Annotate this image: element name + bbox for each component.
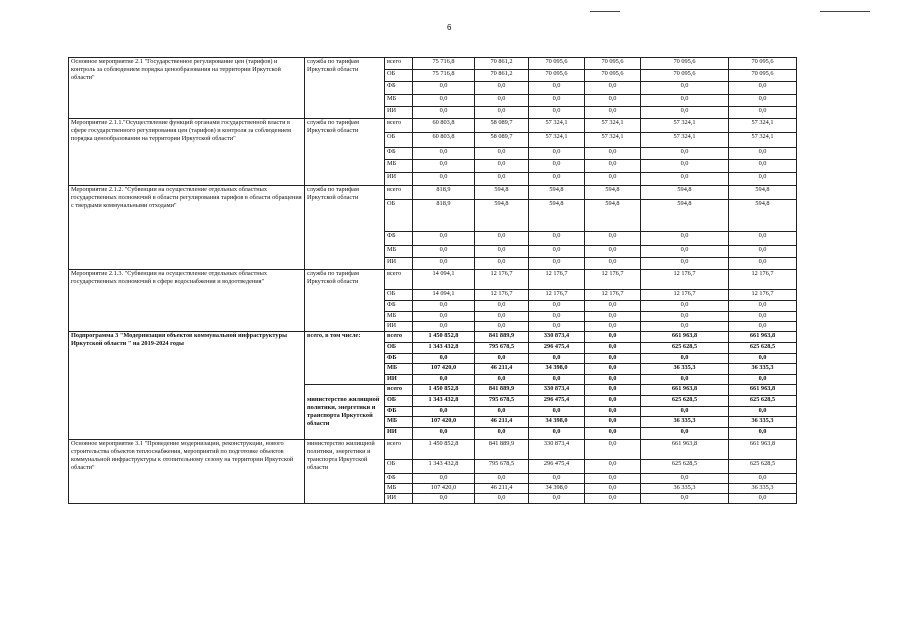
amount-cell: 296 475,4 xyxy=(529,460,585,474)
amount-cell: 0,0 xyxy=(585,343,641,354)
funding-source: ФБ xyxy=(385,82,413,95)
amount-cell: 70 095,6 xyxy=(641,58,729,70)
amount-cell: 0,0 xyxy=(585,375,641,385)
amount-cell: 0,0 xyxy=(529,354,585,364)
funding-source: МБ xyxy=(385,484,413,494)
amount-cell: 0,0 xyxy=(413,148,475,160)
amount-cell: 57 324,1 xyxy=(529,133,585,148)
amount-cell: 60 803,8 xyxy=(413,133,475,148)
amount-cell: 57 324,1 xyxy=(529,119,585,133)
page-number: 6 xyxy=(447,23,452,32)
amount-cell: 70 095,6 xyxy=(529,58,585,70)
amount-cell: 0,0 xyxy=(641,301,729,312)
amount-cell: 0,0 xyxy=(475,82,529,95)
amount-cell: 0,0 xyxy=(585,417,641,428)
responsible-executor: служба по тарифам Иркутской области xyxy=(305,58,385,119)
amount-cell: 0,0 xyxy=(413,246,475,258)
amount-cell: 1 343 432,8 xyxy=(413,460,475,474)
amount-cell: 36 335,3 xyxy=(729,417,797,428)
amount-cell: 625 628,5 xyxy=(729,343,797,354)
amount-cell: 625 628,5 xyxy=(729,460,797,474)
amount-cell: 0,0 xyxy=(475,148,529,160)
amount-cell: 0,0 xyxy=(529,494,585,504)
amount-cell: 107 420,0 xyxy=(413,364,475,375)
responsible-executor: служба по тарифам Иркутской области xyxy=(305,119,385,186)
amount-cell: 0,0 xyxy=(585,440,641,460)
amount-cell: 0,0 xyxy=(641,82,729,95)
amount-cell: 0,0 xyxy=(585,364,641,375)
amount-cell: 594,8 xyxy=(585,186,641,200)
amount-cell: 0,0 xyxy=(729,173,797,186)
amount-cell: 0,0 xyxy=(529,375,585,385)
amount-cell: 0,0 xyxy=(585,354,641,364)
amount-cell: 594,8 xyxy=(529,200,585,232)
amount-cell: 0,0 xyxy=(529,312,585,322)
amount-cell: 0,0 xyxy=(585,148,641,160)
amount-cell: 818,9 xyxy=(413,200,475,232)
amount-cell: 0,0 xyxy=(641,407,729,417)
amount-cell: 12 176,7 xyxy=(585,290,641,301)
funding-source: всего xyxy=(385,119,413,133)
amount-cell: 0,0 xyxy=(585,428,641,440)
amount-cell: 661 963,8 xyxy=(729,385,797,396)
amount-cell: 0,0 xyxy=(585,332,641,343)
amount-cell: 594,8 xyxy=(529,186,585,200)
amount-cell: 70 095,6 xyxy=(529,70,585,82)
amount-cell: 594,8 xyxy=(729,186,797,200)
amount-cell: 0,0 xyxy=(729,301,797,312)
amount-cell: 594,8 xyxy=(641,200,729,232)
funding-source: ФБ xyxy=(385,474,413,484)
amount-cell: 36 335,3 xyxy=(641,484,729,494)
table-row xyxy=(69,58,797,70)
amount-cell: 0,0 xyxy=(729,354,797,364)
amount-cell: 0,0 xyxy=(475,354,529,364)
amount-cell: 0,0 xyxy=(585,312,641,322)
responsible-executor: всего, в том числе: xyxy=(305,332,385,385)
amount-cell: 818,9 xyxy=(413,186,475,200)
amount-cell: 0,0 xyxy=(641,428,729,440)
amount-cell: 0,0 xyxy=(641,474,729,484)
amount-cell: 594,8 xyxy=(729,200,797,232)
amount-cell: 0,0 xyxy=(529,148,585,160)
amount-cell: 0,0 xyxy=(529,428,585,440)
amount-cell: 0,0 xyxy=(641,173,729,186)
amount-cell: 58 089,7 xyxy=(475,133,529,148)
amount-cell: 661 963,8 xyxy=(641,332,729,343)
amount-cell: 0,0 xyxy=(413,301,475,312)
amount-cell: 75 716,8 xyxy=(413,70,475,82)
table-row xyxy=(69,270,797,290)
amount-cell: 0,0 xyxy=(475,107,529,119)
amount-cell: 12 176,7 xyxy=(475,290,529,301)
program-name: Подпрограмма 3 "Модернизация объектов коммунальной инфраструктуры Иркутской области " на 2019-2024 годы xyxy=(69,332,305,440)
amount-cell: 12 176,7 xyxy=(641,270,729,290)
funding-source: ФБ xyxy=(385,354,413,364)
amount-cell: 70 095,6 xyxy=(585,70,641,82)
amount-cell: 0,0 xyxy=(729,407,797,417)
amount-cell: 795 678,5 xyxy=(475,460,529,474)
amount-cell: 0,0 xyxy=(529,301,585,312)
amount-cell: 0,0 xyxy=(413,407,475,417)
program-name: Основное мероприятие 3.1 "Проведение модернизации, реконструкции, нового строительства объектов теплоснабжения, мероприятий по подготовке объектов коммунальной инфраструктуры к отопительному сезону на территории Иркутской области" xyxy=(69,440,305,504)
amount-cell: 0,0 xyxy=(729,148,797,160)
amount-cell: 46 211,4 xyxy=(475,417,529,428)
program-name: Мероприятие 2.1.2. "Субвенции на осуществление отдельных областных государственных полномочий в области регулирования тарифов в области обращения с твердыми коммунальными отходами" xyxy=(69,186,305,270)
amount-cell: 0,0 xyxy=(585,460,641,474)
amount-cell: 625 628,5 xyxy=(641,396,729,407)
amount-cell: 0,0 xyxy=(529,160,585,173)
funding-source: всего xyxy=(385,332,413,343)
amount-cell: 0,0 xyxy=(585,407,641,417)
amount-cell: 0,0 xyxy=(413,107,475,119)
amount-cell: 12 176,7 xyxy=(729,290,797,301)
amount-cell: 0,0 xyxy=(413,160,475,173)
amount-cell: 594,8 xyxy=(475,200,529,232)
amount-cell: 0,0 xyxy=(729,95,797,107)
amount-cell: 0,0 xyxy=(641,312,729,322)
amount-cell: 0,0 xyxy=(641,375,729,385)
amount-cell: 0,0 xyxy=(585,258,641,270)
amount-cell: 0,0 xyxy=(475,246,529,258)
table-row xyxy=(69,119,797,133)
amount-cell: 0,0 xyxy=(585,322,641,332)
amount-cell: 12 176,7 xyxy=(529,290,585,301)
amount-cell: 0,0 xyxy=(585,95,641,107)
amount-cell: 841 889,9 xyxy=(475,440,529,460)
funding-source: МБ xyxy=(385,160,413,173)
amount-cell: 330 873,4 xyxy=(529,385,585,396)
funding-source: ОБ xyxy=(385,460,413,474)
amount-cell: 594,8 xyxy=(585,200,641,232)
table-body xyxy=(69,58,797,504)
amount-cell: 0,0 xyxy=(413,312,475,322)
amount-cell: 0,0 xyxy=(729,258,797,270)
amount-cell: 0,0 xyxy=(729,375,797,385)
amount-cell: 0,0 xyxy=(585,82,641,95)
funding-source: всего xyxy=(385,58,413,70)
amount-cell: 0,0 xyxy=(413,354,475,364)
funding-source: ФБ xyxy=(385,407,413,417)
amount-cell: 58 089,7 xyxy=(475,119,529,133)
amount-cell: 841 889,9 xyxy=(475,385,529,396)
program-name: Основное мероприятие 2.1 "Государственное регулирование цен (тарифов) и контроль за соблюдением порядка ценообразования на территории Иркутской области" xyxy=(69,58,305,119)
amount-cell: 46 211,4 xyxy=(475,484,529,494)
funding-source: ОБ xyxy=(385,343,413,354)
table-row xyxy=(69,186,797,200)
amount-cell: 795 678,5 xyxy=(475,343,529,354)
amount-cell: 661 963,8 xyxy=(641,385,729,396)
amount-cell: 0,0 xyxy=(529,474,585,484)
amount-cell: 0,0 xyxy=(413,173,475,186)
amount-cell: 57 324,1 xyxy=(729,119,797,133)
amount-cell: 0,0 xyxy=(641,246,729,258)
amount-cell: 0,0 xyxy=(729,312,797,322)
funding-source: МБ xyxy=(385,312,413,322)
amount-cell: 795 678,5 xyxy=(475,396,529,407)
amount-cell: 0,0 xyxy=(475,474,529,484)
amount-cell: 0,0 xyxy=(729,474,797,484)
amount-cell: 661 963,8 xyxy=(641,440,729,460)
amount-cell: 0,0 xyxy=(729,428,797,440)
amount-cell: 1 450 852,8 xyxy=(413,332,475,343)
funding-source: ФБ xyxy=(385,148,413,160)
amount-cell: 0,0 xyxy=(585,301,641,312)
amount-cell: 0,0 xyxy=(641,107,729,119)
amount-cell: 12 176,7 xyxy=(729,270,797,290)
amount-cell: 1 450 852,8 xyxy=(413,385,475,396)
funding-source: ИИ xyxy=(385,322,413,332)
amount-cell: 0,0 xyxy=(641,322,729,332)
amount-cell: 0,0 xyxy=(729,232,797,246)
amount-cell: 0,0 xyxy=(475,407,529,417)
amount-cell: 70 095,6 xyxy=(729,70,797,82)
amount-cell: 0,0 xyxy=(729,246,797,258)
amount-cell: 0,0 xyxy=(641,95,729,107)
funding-source: ОБ xyxy=(385,70,413,82)
amount-cell: 70 095,6 xyxy=(729,58,797,70)
funding-source: ОБ xyxy=(385,396,413,407)
amount-cell: 0,0 xyxy=(729,494,797,504)
amount-cell: 0,0 xyxy=(585,107,641,119)
amount-cell: 0,0 xyxy=(641,160,729,173)
responsible-executor: служба по тарифам Иркутской области xyxy=(305,270,385,332)
program-name: Мероприятие 2.1.1."Осуществление функций органами государственной власти в сфере государственного регулирования цен (тарифов) и контроля за соблюдением порядка ценообразования на территории Иркутской области" xyxy=(69,119,305,186)
funding-source: ФБ xyxy=(385,301,413,312)
amount-cell: 0,0 xyxy=(529,107,585,119)
amount-cell: 0,0 xyxy=(585,494,641,504)
amount-cell: 0,0 xyxy=(529,258,585,270)
amount-cell: 0,0 xyxy=(413,232,475,246)
amount-cell: 14 094,1 xyxy=(413,270,475,290)
amount-cell: 661 963,8 xyxy=(729,440,797,460)
amount-cell: 0,0 xyxy=(641,354,729,364)
funding-source: МБ xyxy=(385,95,413,107)
amount-cell: 57 324,1 xyxy=(641,119,729,133)
amount-cell: 0,0 xyxy=(585,385,641,396)
amount-cell: 12 176,7 xyxy=(475,270,529,290)
amount-cell: 1 450 852,8 xyxy=(413,440,475,460)
funding-source: ИИ xyxy=(385,375,413,385)
amount-cell: 12 176,7 xyxy=(529,270,585,290)
amount-cell: 0,0 xyxy=(585,474,641,484)
amount-cell: 107 420,0 xyxy=(413,484,475,494)
funding-source: ИИ xyxy=(385,494,413,504)
amount-cell: 0,0 xyxy=(413,95,475,107)
amount-cell: 0,0 xyxy=(529,407,585,417)
funding-source: ОБ xyxy=(385,133,413,148)
amount-cell: 0,0 xyxy=(641,494,729,504)
responsible-executor: министерство жилищной политики, энергетики и транспорта Иркутской области xyxy=(305,440,385,504)
funding-source: МБ xyxy=(385,417,413,428)
amount-cell: 0,0 xyxy=(413,375,475,385)
amount-cell: 594,8 xyxy=(475,186,529,200)
funding-source: ИИ xyxy=(385,428,413,440)
funding-source: ИИ xyxy=(385,173,413,186)
amount-cell: 1 343 432,8 xyxy=(413,396,475,407)
funding-source: всего xyxy=(385,270,413,290)
amount-cell: 0,0 xyxy=(585,396,641,407)
amount-cell: 70 095,6 xyxy=(641,70,729,82)
funding-table xyxy=(68,57,797,504)
amount-cell: 57 324,1 xyxy=(641,133,729,148)
amount-cell: 70 861,2 xyxy=(475,58,529,70)
amount-cell: 0,0 xyxy=(475,428,529,440)
amount-cell: 0,0 xyxy=(729,107,797,119)
amount-cell: 12 176,7 xyxy=(641,290,729,301)
funding-source: МБ xyxy=(385,364,413,375)
amount-cell: 0,0 xyxy=(529,95,585,107)
table-row xyxy=(69,332,797,343)
amount-cell: 0,0 xyxy=(413,494,475,504)
amount-cell: 296 475,4 xyxy=(529,343,585,354)
amount-cell: 0,0 xyxy=(529,322,585,332)
amount-cell: 0,0 xyxy=(585,160,641,173)
amount-cell: 0,0 xyxy=(475,322,529,332)
amount-cell: 0,0 xyxy=(529,82,585,95)
amount-cell: 594,8 xyxy=(641,186,729,200)
amount-cell: 0,0 xyxy=(475,232,529,246)
amount-cell: 0,0 xyxy=(475,312,529,322)
amount-cell: 841 889,9 xyxy=(475,332,529,343)
amount-cell: 0,0 xyxy=(585,484,641,494)
amount-cell: 57 324,1 xyxy=(585,119,641,133)
amount-cell: 36 335,3 xyxy=(641,364,729,375)
amount-cell: 70 861,2 xyxy=(475,70,529,82)
amount-cell: 12 176,7 xyxy=(585,270,641,290)
amount-cell: 36 335,3 xyxy=(729,484,797,494)
funding-source: ИИ xyxy=(385,107,413,119)
funding-source: ФБ xyxy=(385,232,413,246)
amount-cell: 70 095,6 xyxy=(585,58,641,70)
amount-cell: 330 873,4 xyxy=(529,332,585,343)
amount-cell: 0,0 xyxy=(413,428,475,440)
amount-cell: 625 628,5 xyxy=(641,343,729,354)
amount-cell: 0,0 xyxy=(585,232,641,246)
amount-cell: 0,0 xyxy=(729,82,797,95)
amount-cell: 0,0 xyxy=(585,173,641,186)
amount-cell: 0,0 xyxy=(475,301,529,312)
funding-source: всего xyxy=(385,385,413,396)
amount-cell: 0,0 xyxy=(529,246,585,258)
amount-cell: 0,0 xyxy=(529,232,585,246)
amount-cell: 0,0 xyxy=(475,160,529,173)
amount-cell: 46 211,4 xyxy=(475,364,529,375)
amount-cell: 0,0 xyxy=(585,246,641,258)
amount-cell: 0,0 xyxy=(413,258,475,270)
funding-source: ОБ xyxy=(385,200,413,232)
amount-cell: 36 335,3 xyxy=(641,417,729,428)
amount-cell: 36 335,3 xyxy=(729,364,797,375)
scan-artifact-line xyxy=(590,11,620,12)
amount-cell: 0,0 xyxy=(475,173,529,186)
amount-cell: 57 324,1 xyxy=(585,133,641,148)
amount-cell: 0,0 xyxy=(729,322,797,332)
amount-cell: 0,0 xyxy=(475,258,529,270)
amount-cell: 0,0 xyxy=(729,160,797,173)
amount-cell: 57 324,1 xyxy=(729,133,797,148)
amount-cell: 0,0 xyxy=(475,375,529,385)
amount-cell: 0,0 xyxy=(641,148,729,160)
funding-source: ОБ xyxy=(385,290,413,301)
responsible-executor: министерство жилищной политики, энергетики и транспорта Иркутской области xyxy=(305,385,385,440)
amount-cell: 60 803,8 xyxy=(413,119,475,133)
amount-cell: 625 628,5 xyxy=(729,396,797,407)
responsible-executor: служба по тарифам Иркутской области xyxy=(305,186,385,270)
amount-cell: 0,0 xyxy=(641,232,729,246)
amount-cell: 0,0 xyxy=(475,494,529,504)
amount-cell: 75 716,8 xyxy=(413,58,475,70)
amount-cell: 296 475,4 xyxy=(529,396,585,407)
amount-cell: 34 398,0 xyxy=(529,364,585,375)
amount-cell: 14 094,1 xyxy=(413,290,475,301)
amount-cell: 0,0 xyxy=(641,258,729,270)
table-row xyxy=(69,440,797,460)
amount-cell: 330 873,4 xyxy=(529,440,585,460)
amount-cell: 661 963,8 xyxy=(729,332,797,343)
amount-cell: 1 343 432,8 xyxy=(413,343,475,354)
amount-cell: 0,0 xyxy=(413,474,475,484)
amount-cell: 34 398,0 xyxy=(529,417,585,428)
amount-cell: 0,0 xyxy=(475,95,529,107)
amount-cell: 34 398,0 xyxy=(529,484,585,494)
amount-cell: 0,0 xyxy=(529,173,585,186)
funding-source: всего xyxy=(385,186,413,200)
amount-cell: 107 420,0 xyxy=(413,417,475,428)
funding-source: всего xyxy=(385,440,413,460)
scan-artifact-line xyxy=(820,11,870,12)
amount-cell: 0,0 xyxy=(413,322,475,332)
amount-cell: 625 628,5 xyxy=(641,460,729,474)
funding-source: ИИ xyxy=(385,258,413,270)
program-name: Мероприятие 2.1.3. "Субвенции на осуществление отдельных областных государственных полномочий в сфере водоснабжения и водоотведения" xyxy=(69,270,305,332)
amount-cell: 0,0 xyxy=(413,82,475,95)
funding-source: МБ xyxy=(385,246,413,258)
